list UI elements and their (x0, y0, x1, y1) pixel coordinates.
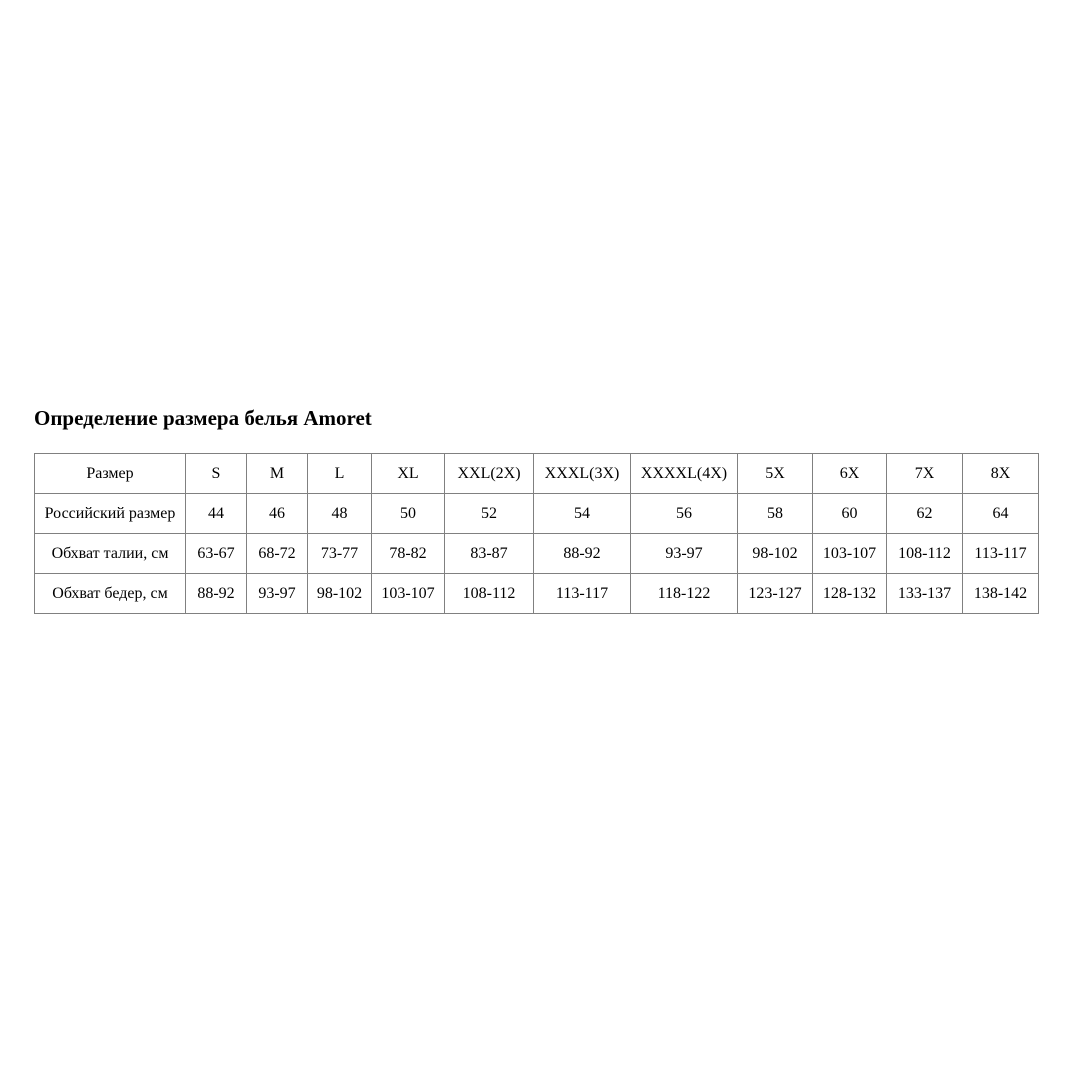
col-header-cell: 8X (963, 454, 1039, 494)
table-cell: 52 (445, 494, 534, 534)
size-table (34, 453, 1039, 614)
col-header-cell: 5X (738, 454, 813, 494)
col-header-cell: 6X (813, 454, 887, 494)
col-header-cell: 7X (887, 454, 963, 494)
table-cell: 118-122 (631, 574, 738, 614)
col-header-cell: Размер (35, 454, 186, 494)
table-cell: 138-142 (963, 574, 1039, 614)
table-cell: 98-102 (738, 534, 813, 574)
table-cell: 88-92 (186, 574, 247, 614)
table-cell: 63-67 (186, 534, 247, 574)
table-cell: 133-137 (887, 574, 963, 614)
table-cell: 93-97 (631, 534, 738, 574)
table-cell: 50 (372, 494, 445, 534)
table-header-row (35, 454, 1039, 494)
row-header-cell: Российский размер (35, 494, 186, 534)
table-cell: 78-82 (372, 534, 445, 574)
table-cell: 113-117 (534, 574, 631, 614)
table-cell: 103-107 (372, 574, 445, 614)
table-cell: 58 (738, 494, 813, 534)
row-header-cell: Обхват бедер, см (35, 574, 186, 614)
col-header-cell: XXXL(3X) (534, 454, 631, 494)
table-cell: 68-72 (247, 534, 308, 574)
table-row-russian-size (35, 494, 1039, 534)
table-cell: 113-117 (963, 534, 1039, 574)
table-cell: 93-97 (247, 574, 308, 614)
col-header-cell: XXXXL(4X) (631, 454, 738, 494)
table-cell: 83-87 (445, 534, 534, 574)
table-cell: 44 (186, 494, 247, 534)
table-row-hips (35, 574, 1039, 614)
table-cell: 88-92 (534, 534, 631, 574)
content-area (34, 406, 1039, 614)
col-header-cell: S (186, 454, 247, 494)
table-cell: 62 (887, 494, 963, 534)
table-cell: 64 (963, 494, 1039, 534)
page-title: Определение размера белья Amoret (34, 406, 372, 430)
table-cell: 103-107 (813, 534, 887, 574)
col-header-cell: XL (372, 454, 445, 494)
table-cell: 73-77 (308, 534, 372, 574)
col-header-cell: L (308, 454, 372, 494)
table-cell: 48 (308, 494, 372, 534)
table-cell: 128-132 (813, 574, 887, 614)
table-cell: 108-112 (445, 574, 534, 614)
table-cell: 56 (631, 494, 738, 534)
table-cell: 108-112 (887, 534, 963, 574)
col-header-cell: XXL(2X) (445, 454, 534, 494)
table-cell: 60 (813, 494, 887, 534)
table-cell: 98-102 (308, 574, 372, 614)
col-header-cell: M (247, 454, 308, 494)
table-cell: 54 (534, 494, 631, 534)
table-row-waist (35, 534, 1039, 574)
table-cell: 123-127 (738, 574, 813, 614)
table-cell: 46 (247, 494, 308, 534)
row-header-cell: Обхват талии, см (35, 534, 186, 574)
